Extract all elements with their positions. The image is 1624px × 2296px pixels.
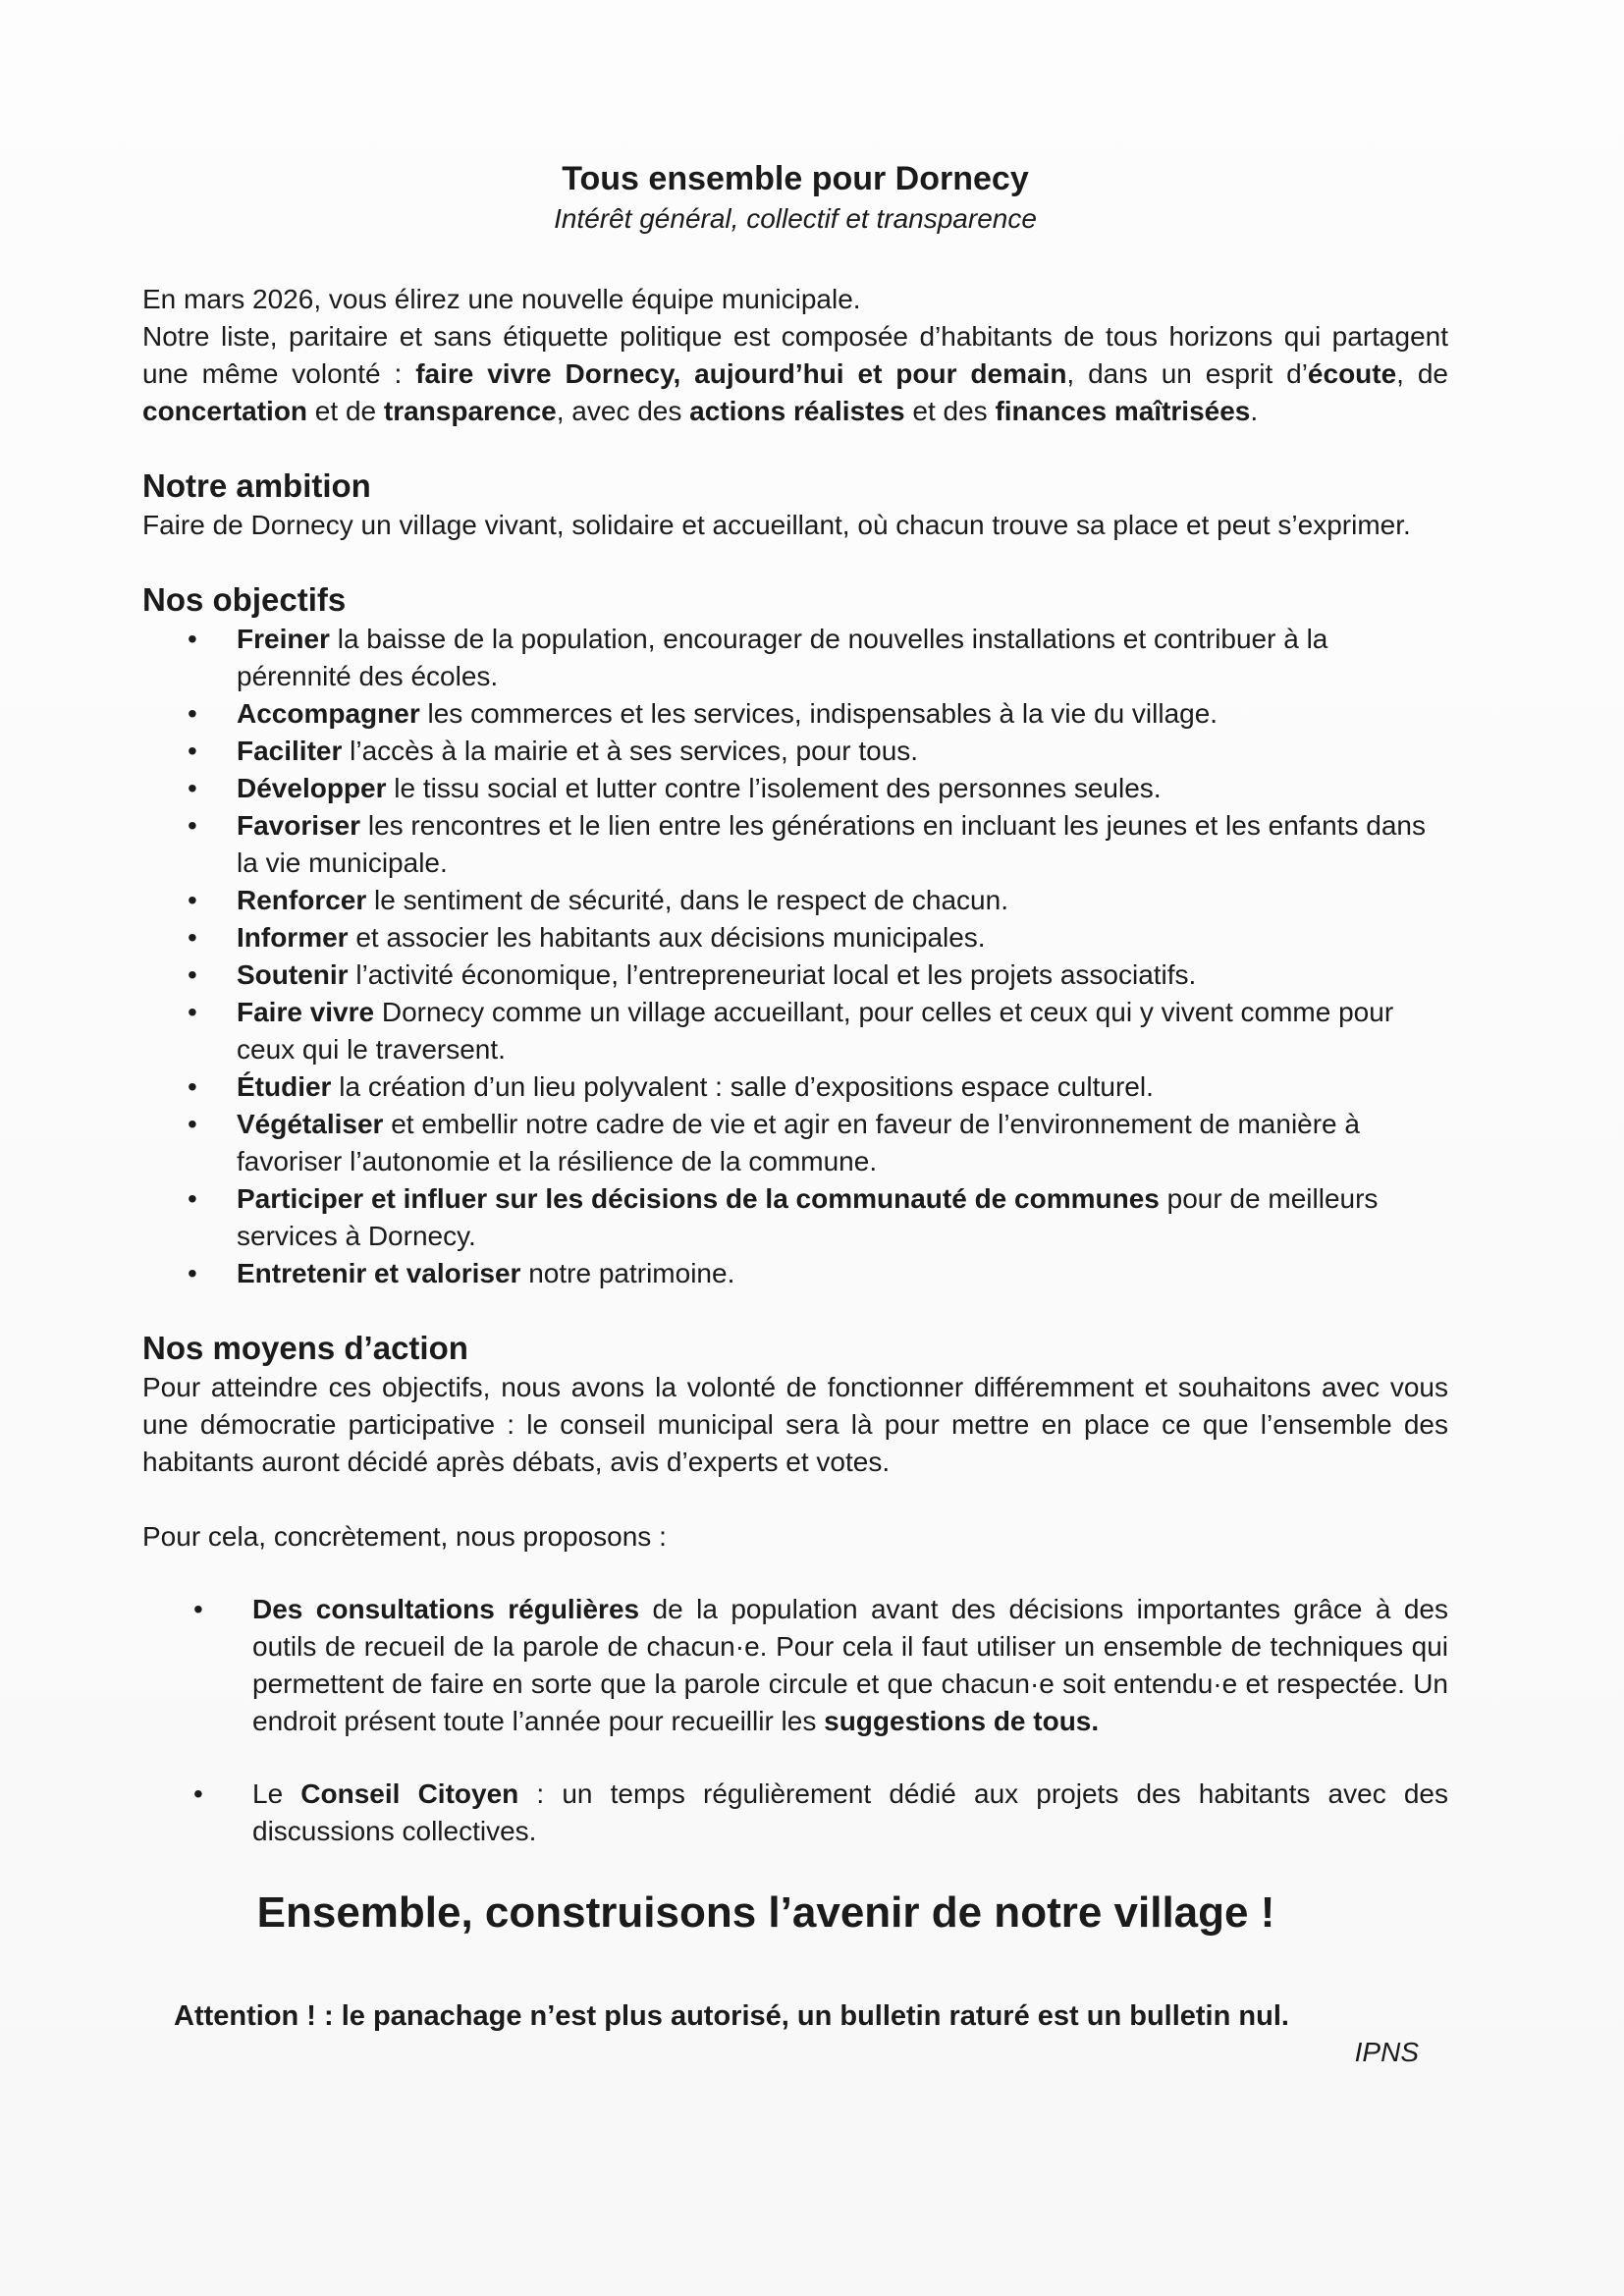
list-item bbox=[237, 621, 1448, 695]
list-item bbox=[237, 770, 1448, 807]
objective-text: la baisse de la population, encourager de nouvelles installations et contribuer à la pérennité des écoles. bbox=[237, 624, 1328, 691]
intro-text: , dans un esprit d’ bbox=[1066, 358, 1308, 389]
intro-text: , de bbox=[1396, 358, 1448, 389]
objective-verb: Renforcer bbox=[237, 885, 367, 915]
objective-verb: Faire vivre bbox=[237, 997, 375, 1027]
objective-text: les commerces et les services, indispensables à la vie du village. bbox=[419, 698, 1218, 729]
objective-text: la création d’un lieu polyvalent : salle d’expositions espace culturel. bbox=[331, 1071, 1154, 1102]
intro-paragraph bbox=[142, 318, 1448, 430]
intro-emphasis: transparence bbox=[383, 396, 557, 426]
intro-text: Notre liste, paritaire et sans étiquette politique est composée d’habitants de tous horizons qui partagent une même volonté : bbox=[142, 321, 1448, 389]
objective-verb: Soutenir bbox=[237, 959, 349, 990]
objective-text: l’accès à la mairie et à ses services, pour tous. bbox=[342, 736, 919, 766]
ambition-text: Faire de Dornecy un village vivant, solidaire et accueillant, où chacun trouve sa place et peut s’exprimer. bbox=[142, 510, 1411, 540]
intro-text: et des bbox=[904, 396, 996, 426]
intro-emphasis: concertation bbox=[142, 396, 308, 426]
intro-text: et de bbox=[307, 396, 384, 426]
objective-text: les rencontres et le lien entre les générations en incluant les jeunes et les enfants dans la vie municipale. bbox=[237, 810, 1426, 878]
objective-verb: Faciliter bbox=[237, 736, 343, 766]
objective-text: notre patrimoine. bbox=[520, 1258, 735, 1288]
closing-slogan: Ensemble, construisons l’avenir de notre village ! bbox=[256, 1888, 1275, 1937]
objective-text: le tissu social et lutter contre l’isolement des personnes seules. bbox=[386, 773, 1162, 803]
list-item bbox=[237, 807, 1448, 882]
intro-emphasis: actions réalistes bbox=[689, 396, 905, 426]
objective-text: le sentiment de sécurité, dans le respect de chacun. bbox=[366, 885, 1008, 915]
proposal-title: Conseil Citoyen bbox=[300, 1778, 519, 1809]
objective-text: pour de meilleurs services à Dornecy. bbox=[237, 1183, 1379, 1251]
objective-text: l’activité économique, l’entrepreneuriat local et les projets associatifs. bbox=[348, 959, 1197, 990]
list-item bbox=[237, 882, 1448, 919]
objective-text: et associer les habitants aux décisions municipales. bbox=[348, 922, 986, 953]
objective-verb: Végétaliser bbox=[237, 1109, 384, 1139]
means-text: Pour atteindre ces objectifs, nous avons la volonté de fonctionner différemment et souhaitons avec vous une démocratie participative : le conseil municipal sera là pour mettre en place ce que l’ensemble des habitants auront décidé après débats, avis d’experts et votes. bbox=[142, 1372, 1448, 1477]
intro-text: , avec des bbox=[556, 396, 690, 426]
list-item bbox=[237, 1068, 1448, 1106]
list-item bbox=[237, 695, 1448, 733]
list-item bbox=[237, 957, 1448, 994]
ipns-mark: IPNS bbox=[1354, 2037, 1419, 2067]
intro-line: En mars 2026, vous élirez une nouvelle équipe municipale. bbox=[142, 284, 861, 314]
list-item bbox=[237, 1180, 1448, 1255]
objective-verb: Entretenir et valoriser bbox=[237, 1258, 521, 1288]
objective-verb: Accompagner bbox=[237, 698, 420, 729]
intro-emphasis: finances maîtrisées bbox=[995, 396, 1251, 426]
document-body bbox=[142, 157, 1448, 2068]
objective-verb: Participer et influer sur les décisions de la communauté de communes bbox=[237, 1183, 1160, 1214]
list-item bbox=[237, 1255, 1448, 1292]
objectives-heading: Nos objectifs bbox=[142, 581, 347, 618]
objective-text: et embellir notre cadre de vie et agir en faveur de l’environnement de manière à favoriser l’autonomie et la résilience de la commune. bbox=[237, 1109, 1360, 1176]
intro-emphasis: écoute bbox=[1307, 358, 1397, 389]
ambition-heading: Notre ambition bbox=[142, 467, 371, 504]
proposal-text: de la population avant des décisions importantes grâce à des outils de recueil de la parole de chacun·e. Pour cela il faut utiliser un ensemble de techniques qui permettent de faire en sorte que la parole circule et que chacun·e soit entendu·e et respectée. Un endroit présent toute l’année pour recueillir les bbox=[252, 1594, 1448, 1736]
objective-verb: Étudier bbox=[237, 1071, 332, 1102]
list-item bbox=[237, 994, 1448, 1068]
objectives-list bbox=[142, 621, 1448, 1292]
list-item bbox=[237, 919, 1448, 957]
proposals-list bbox=[142, 1591, 1448, 1850]
proposal-title: Des consultations régulières bbox=[252, 1594, 640, 1624]
objective-verb: Freiner bbox=[237, 624, 330, 654]
proposal-text: : un temps régulièrement dédié aux projets des habitants avec des discussions collectives. bbox=[252, 1778, 1448, 1846]
objective-verb: Développer bbox=[237, 773, 387, 803]
list-item bbox=[237, 733, 1448, 770]
objective-verb: Informer bbox=[237, 922, 349, 953]
intro-text: . bbox=[1250, 396, 1259, 426]
objective-text: Dornecy comme un village accueillant, pour celles et ceux qui y vivent comme pour ceux qui le traversent. bbox=[237, 997, 1394, 1065]
list-item bbox=[237, 1106, 1448, 1180]
document-subtitle: Intérêt général, collectif et transparence bbox=[554, 203, 1037, 234]
proposal-text: Le bbox=[252, 1778, 301, 1809]
means-heading: Nos moyens d’action bbox=[142, 1330, 468, 1366]
means-lead: Pour cela, concrètement, nous proposons : bbox=[142, 1521, 667, 1552]
list-item bbox=[252, 1776, 1448, 1850]
document-title: Tous ensemble pour Dornecy bbox=[562, 160, 1029, 197]
intro-emphasis: faire vivre Dornecy, aujourd’hui et pour demain bbox=[415, 358, 1067, 389]
objective-verb: Favoriser bbox=[237, 810, 361, 841]
list-item bbox=[252, 1591, 1448, 1740]
ballot-warning: Attention ! : le panachage n’est plus autorisé, un bulletin raturé est un bulletin nul. bbox=[174, 2000, 1289, 2032]
proposal-emphasis: suggestions de tous. bbox=[824, 1706, 1100, 1736]
